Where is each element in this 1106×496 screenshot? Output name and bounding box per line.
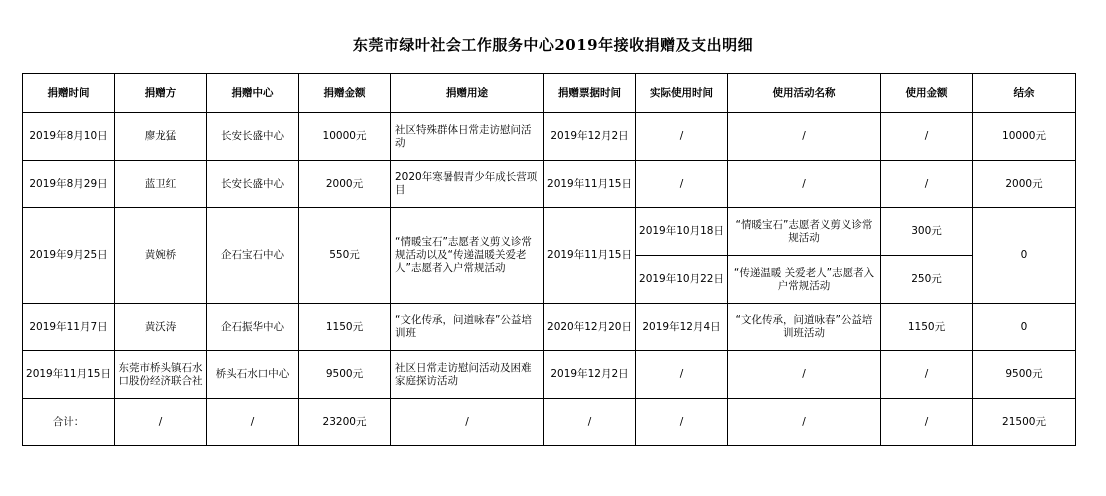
cell-activity: / xyxy=(728,351,881,399)
table-row xyxy=(23,208,1076,256)
cell-center: 长安长盛中心 xyxy=(207,113,299,161)
cell-balance: 0 xyxy=(973,208,1076,304)
cell-purpose: “文化传承，问道咏春”公益培训班 xyxy=(391,304,544,351)
cell-receipt: / xyxy=(544,399,636,446)
cell-amount: 9500元 xyxy=(299,351,391,399)
table-row xyxy=(23,304,1076,351)
cell-center: 企石宝石中心 xyxy=(207,208,299,304)
header-balance: 结余 xyxy=(973,74,1076,113)
cell-use-date: 2019年10月18日 xyxy=(636,208,728,256)
cell-donor: 黄沃涛 xyxy=(115,304,207,351)
cell-date: 2019年9月25日 xyxy=(23,208,115,304)
table-row xyxy=(23,113,1076,161)
cell-balance: 10000元 xyxy=(973,113,1076,161)
cell-purpose: 2020年寒暑假青少年成长营项目 xyxy=(391,161,544,208)
cell-donor: 东莞市桥头镇石水口股份经济联合社 xyxy=(115,351,207,399)
cell-use-date: / xyxy=(636,399,728,446)
cell-center: 桥头石水口中心 xyxy=(207,351,299,399)
cell-activity: / xyxy=(728,399,881,446)
table-row xyxy=(23,351,1076,399)
cell-use-date: / xyxy=(636,113,728,161)
cell-receipt: 2019年11月15日 xyxy=(544,161,636,208)
header-use-date: 实际使用时间 xyxy=(636,74,728,113)
cell-date: 2019年11月15日 xyxy=(23,351,115,399)
cell-used: 300元 xyxy=(881,208,973,256)
cell-activity: “文化传承，问道咏春”公益培训班活动 xyxy=(728,304,881,351)
cell-date: 2019年8月10日 xyxy=(23,113,115,161)
cell-activity: “传递温暖 关爱老人”志愿者入户常规活动 xyxy=(728,256,881,304)
cell-receipt: 2020年12月20日 xyxy=(544,304,636,351)
cell-receipt: 2019年12月2日 xyxy=(544,113,636,161)
header-center: 捐赠中心 xyxy=(207,74,299,113)
header-donor: 捐赠方 xyxy=(115,74,207,113)
cell-purpose: “情暖宝石”志愿者义剪义诊常规活动以及“传递温暖关爱老人”志愿者入户常规活动 xyxy=(391,208,544,304)
cell-center: 企石振华中心 xyxy=(207,304,299,351)
header-used-amount: 使用金额 xyxy=(881,74,973,113)
cell-activity: / xyxy=(728,161,881,208)
cell-donor: 黄婉桥 xyxy=(115,208,207,304)
total-row xyxy=(23,399,1076,446)
table-header-row xyxy=(23,74,1076,113)
cell-center: 长安长盛中心 xyxy=(207,161,299,208)
cell-used: / xyxy=(881,113,973,161)
cell-purpose: 社区日常走访慰问活动及困难家庭探访活动 xyxy=(391,351,544,399)
cell-use-date: / xyxy=(636,161,728,208)
cell-used: / xyxy=(881,161,973,208)
header-amount: 捐赠金额 xyxy=(299,74,391,113)
cell-used: / xyxy=(881,399,973,446)
donation-table xyxy=(22,73,1076,446)
cell-amount: 10000元 xyxy=(299,113,391,161)
cell-amount: 550元 xyxy=(299,208,391,304)
cell-used: 1150元 xyxy=(881,304,973,351)
cell-date: 2019年11月7日 xyxy=(23,304,115,351)
cell-donor: / xyxy=(115,399,207,446)
cell-purpose: 社区特殊群体日常走访慰问活动 xyxy=(391,113,544,161)
cell-activity: / xyxy=(728,113,881,161)
cell-amount: 2000元 xyxy=(299,161,391,208)
cell-used: 250元 xyxy=(881,256,973,304)
cell-total-amount: 23200元 xyxy=(299,399,391,446)
cell-balance: 9500元 xyxy=(973,351,1076,399)
cell-use-date: 2019年12月4日 xyxy=(636,304,728,351)
cell-use-date: / xyxy=(636,351,728,399)
cell-use-date: 2019年10月22日 xyxy=(636,256,728,304)
cell-donor: 蓝卫红 xyxy=(115,161,207,208)
header-purpose: 捐赠用途 xyxy=(391,74,544,113)
cell-amount: 1150元 xyxy=(299,304,391,351)
cell-receipt: 2019年11月15日 xyxy=(544,208,636,304)
cell-date: 2019年8月29日 xyxy=(23,161,115,208)
cell-receipt: 2019年12月2日 xyxy=(544,351,636,399)
header-donation-date: 捐赠时间 xyxy=(23,74,115,113)
cell-balance: 2000元 xyxy=(973,161,1076,208)
table-row xyxy=(23,161,1076,208)
cell-center: / xyxy=(207,399,299,446)
header-activity: 使用活动名称 xyxy=(728,74,881,113)
cell-donor: 廖龙猛 xyxy=(115,113,207,161)
cell-total-label: 合计： xyxy=(23,399,115,446)
cell-used: / xyxy=(881,351,973,399)
header-receipt-date: 捐赠票据时间 xyxy=(544,74,636,113)
page-title: 东莞市绿叶社会工作服务中心2019年接收捐赠及支出明细 xyxy=(352,36,754,54)
cell-activity: “情暖宝石”志愿者义剪义诊常规活动 xyxy=(728,208,881,256)
cell-total-balance: 21500元 xyxy=(973,399,1076,446)
cell-purpose: / xyxy=(391,399,544,446)
cell-balance: 0 xyxy=(973,304,1076,351)
